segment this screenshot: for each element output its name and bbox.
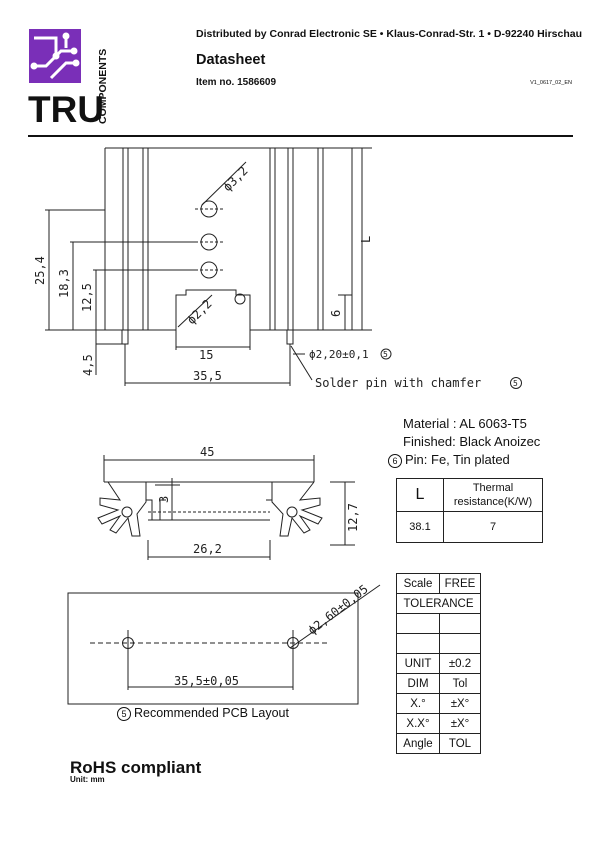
dim-3: 3	[157, 495, 171, 503]
dim-phi-2-2: ϕ2,2	[184, 296, 215, 328]
pcb-caption-text: Recommended PCB Layout	[134, 706, 289, 720]
dim-pin-diameter: ϕ2,20±0,1	[309, 348, 369, 361]
dim-width-45: 45	[200, 445, 215, 459]
dim-18-3: 18,3	[57, 269, 71, 298]
dim-35-5: 35,5	[193, 369, 222, 383]
spec-cell: FREE	[440, 574, 481, 594]
pin-material-text: Pin: Fe, Tin plated	[405, 452, 510, 467]
item-number: Item no. 1586609	[196, 77, 277, 88]
logo-word: TRU	[28, 89, 105, 126]
pcb-caption	[117, 706, 289, 721]
pin-material-circle: 6	[388, 454, 402, 468]
dim-15: 15	[199, 348, 214, 362]
spec-table	[396, 573, 481, 754]
unit-label: Unit: mm	[70, 775, 105, 784]
thermal-header-resistance: Thermal resistance(K/W)	[444, 479, 543, 512]
solder-pin-note: Solder pin with chamfer	[315, 376, 482, 390]
tru-components-logo	[26, 26, 126, 126]
material-line: Material : AL 6063-T5	[403, 416, 527, 431]
spec-cell	[397, 634, 440, 654]
version-code: V1_0617_02_EN	[530, 80, 572, 86]
spec-cell: UNIT	[397, 654, 440, 674]
spec-cell: Scale	[397, 574, 440, 594]
front-view-drawing	[0, 140, 601, 400]
spec-cell: Angle	[397, 734, 440, 754]
spec-cell: X.°	[397, 694, 440, 714]
spec-cell: ±0.2	[440, 654, 481, 674]
spec-cell: TOL	[440, 734, 481, 754]
thermal-value-L: 38.1	[397, 512, 444, 543]
spec-cell: ±X°	[440, 714, 481, 734]
dim-12-7: 12,7	[346, 503, 360, 532]
distributor-line: Distributed by Conrad Electronic SE • Klaus-Conrad-Str. 1 • D-92240 Hirschau	[196, 28, 583, 40]
spec-cell: ±X°	[440, 694, 481, 714]
spec-cell	[397, 614, 440, 634]
spec-cell: X.X°	[397, 714, 440, 734]
thermal-table	[396, 478, 543, 543]
dim-12-5: 12,5	[80, 283, 94, 312]
spec-cell	[440, 614, 481, 634]
dim-6: 6	[329, 309, 343, 317]
finish-line: Finished: Black Anoizec	[403, 434, 541, 449]
spec-cell	[440, 634, 481, 654]
dim-26-2: 26,2	[193, 542, 222, 556]
pcb-layout-drawing	[0, 560, 601, 710]
dim-length-L: L	[359, 235, 373, 243]
dim-phi-3-2: ϕ3,2	[220, 163, 251, 195]
dim-25-4: 25,4	[33, 256, 47, 285]
solder-note-circle: 5	[513, 379, 518, 388]
thermal-value-resistance: 7	[444, 512, 543, 543]
header-divider	[28, 135, 573, 137]
page-title: Datasheet	[196, 52, 266, 68]
logo-sub: COMPONENTS	[97, 48, 109, 124]
dim-35-5-tol: 35,5±0,05	[174, 674, 240, 688]
pcb-caption-circle: 5	[117, 707, 131, 721]
dim-phi-2-60: ϕ2,60±0,05	[305, 581, 371, 638]
spec-cell: DIM	[397, 674, 440, 694]
pin-note-circle: 5	[383, 350, 388, 359]
dim-4-5: 4,5	[81, 354, 95, 376]
rohs-label: RoHS compliant	[70, 758, 202, 777]
spec-cell: TOLERANCE	[397, 594, 481, 614]
spec-cell: Tol	[440, 674, 481, 694]
thermal-header-L: L	[397, 479, 444, 512]
